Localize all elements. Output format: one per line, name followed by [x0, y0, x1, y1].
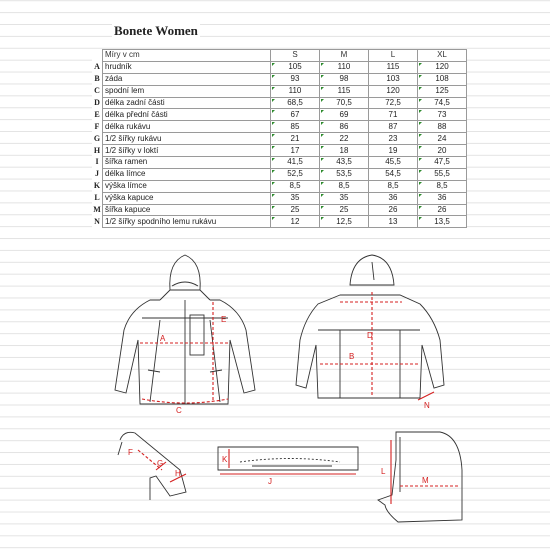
measurement-value: 105 — [271, 61, 320, 73]
measurement-value: 73 — [418, 109, 467, 121]
measurement-value: 93 — [271, 73, 320, 85]
measurement-value: 23 — [369, 133, 418, 145]
measurement-value: 13,5 — [418, 216, 467, 228]
measurement-value: 26 — [418, 204, 467, 216]
row-letter: F — [94, 121, 100, 131]
measurement-value: 110 — [271, 85, 320, 97]
measurement-name: záda — [103, 73, 271, 85]
front-label-e: E — [221, 315, 227, 324]
collar-label-k: K — [222, 455, 228, 464]
measurement-value: 13 — [369, 216, 418, 228]
measurement-value: 26 — [369, 204, 418, 216]
measurement-name: spodní lem — [103, 85, 271, 97]
measurement-value: 53,5 — [320, 168, 369, 180]
sleeve-drawing — [118, 432, 186, 500]
measurement-value: 8,5 — [369, 180, 418, 192]
row-letter: A — [94, 62, 100, 72]
row-letter: B — [94, 74, 100, 84]
sleeve-label-f: F — [128, 448, 133, 457]
measurement-name: délka límce — [103, 168, 271, 180]
measurement-value: 98 — [320, 73, 369, 85]
measurement-value: 25 — [271, 204, 320, 216]
measurement-name: výška límce — [103, 180, 271, 192]
measurement-value: 52,5 — [271, 168, 320, 180]
row-letter: N — [94, 216, 100, 226]
measurement-value: 55,5 — [418, 168, 467, 180]
measurement-name: délka rukávu — [103, 121, 271, 133]
hood-label-m: M — [422, 476, 429, 485]
measurement-value: 20 — [418, 145, 467, 157]
measurement-value: 54,5 — [369, 168, 418, 180]
measurement-value: 115 — [320, 85, 369, 97]
row-letter: H — [93, 145, 101, 155]
row-letter: D — [94, 98, 100, 107]
measurement-value: 36 — [418, 192, 467, 204]
measurement-name: 1/2 šířky v loktí — [103, 145, 271, 157]
row-letter: J — [95, 169, 99, 179]
row-letter: I — [95, 157, 99, 167]
measurement-value: 120 — [369, 85, 418, 97]
measurement-name: délka zadní části — [103, 97, 271, 109]
measurement-value: 110 — [320, 61, 369, 73]
front-measure-lines — [140, 302, 228, 403]
header-size: XL — [418, 50, 467, 62]
back-jacket-drawing — [296, 255, 444, 398]
measurement-value: 21 — [271, 133, 320, 145]
measurement-value: 70,5 — [320, 97, 369, 109]
back-label-n: N — [424, 401, 430, 410]
measurement-value: 17 — [271, 145, 320, 157]
measurement-name: 1/2 šířky spodního lemu rukávu — [103, 216, 271, 228]
sleeve-label-h: H — [175, 469, 181, 478]
measurement-value: 87 — [369, 121, 418, 133]
front-label-a: A — [160, 334, 166, 343]
row-letter: K — [93, 181, 101, 191]
measurement-value: 67 — [271, 109, 320, 121]
front-jacket-drawing — [115, 255, 255, 404]
back-measure-lines — [320, 292, 434, 400]
collar-drawing — [218, 447, 358, 470]
measurement-value: 18 — [320, 145, 369, 157]
measurement-value: 12 — [271, 216, 320, 228]
row-letter: C — [94, 86, 100, 96]
measurement-value: 103 — [369, 73, 418, 85]
measurement-value: 8,5 — [320, 180, 369, 192]
measurement-value: 36 — [369, 192, 418, 204]
measurement-name: 1/2 šířky rukávu — [103, 133, 271, 145]
measurement-value: 35 — [271, 192, 320, 204]
measurement-value: 72,5 — [369, 97, 418, 109]
row-letter: L — [94, 193, 100, 203]
hood-label-l: L — [381, 467, 386, 476]
measurement-value: 71 — [369, 109, 418, 121]
measurement-value: 85 — [271, 121, 320, 133]
measurement-value: 19 — [369, 145, 418, 157]
measurement-value: 88 — [418, 121, 467, 133]
measurement-value: 41,5 — [271, 157, 320, 169]
row-letter: E — [94, 109, 100, 119]
measurement-value: 35 — [320, 192, 369, 204]
row-letter: G — [93, 133, 101, 143]
measurement-name: délka přední části — [103, 109, 271, 121]
sleeve-label-g: G — [157, 459, 164, 468]
measurement-value: 22 — [320, 133, 369, 145]
measurement-value: 24 — [418, 133, 467, 145]
measurement-name: šířka ramen — [103, 157, 271, 169]
measurement-value: 45,5 — [369, 157, 418, 169]
measurement-value: 115 — [369, 61, 418, 73]
measurement-value: 125 — [418, 85, 467, 97]
measurement-value: 120 — [418, 61, 467, 73]
back-label-b: B — [349, 352, 355, 361]
back-label-d: D — [367, 331, 373, 340]
measurement-value: 43,5 — [320, 157, 369, 169]
measurement-value: 25 — [320, 204, 369, 216]
measurement-value: 68,5 — [271, 97, 320, 109]
measurement-value: 86 — [320, 121, 369, 133]
header-label: Míry v cm — [103, 50, 271, 62]
collar-label-j: J — [268, 477, 272, 486]
measurement-value: 8,5 — [418, 180, 467, 192]
measurement-name: hrudník — [103, 61, 271, 73]
measurement-value: 74,5 — [418, 97, 467, 109]
measurement-name: výška kapuce — [103, 192, 271, 204]
header-size: M — [320, 50, 369, 62]
header-size: L — [369, 50, 418, 62]
row-letter: M — [93, 205, 101, 215]
page-title: Bonete Women — [114, 23, 198, 38]
measurement-value: 47,5 — [418, 157, 467, 169]
measurement-name: šířka kapuce — [103, 204, 271, 216]
hood-measure-lines — [391, 440, 458, 504]
measurement-value: 69 — [320, 109, 369, 121]
header-size: S — [271, 50, 320, 62]
measurement-value: 8,5 — [271, 180, 320, 192]
front-label-c: C — [176, 406, 182, 415]
measurement-value: 108 — [418, 73, 467, 85]
measurement-value: 12,5 — [320, 216, 369, 228]
